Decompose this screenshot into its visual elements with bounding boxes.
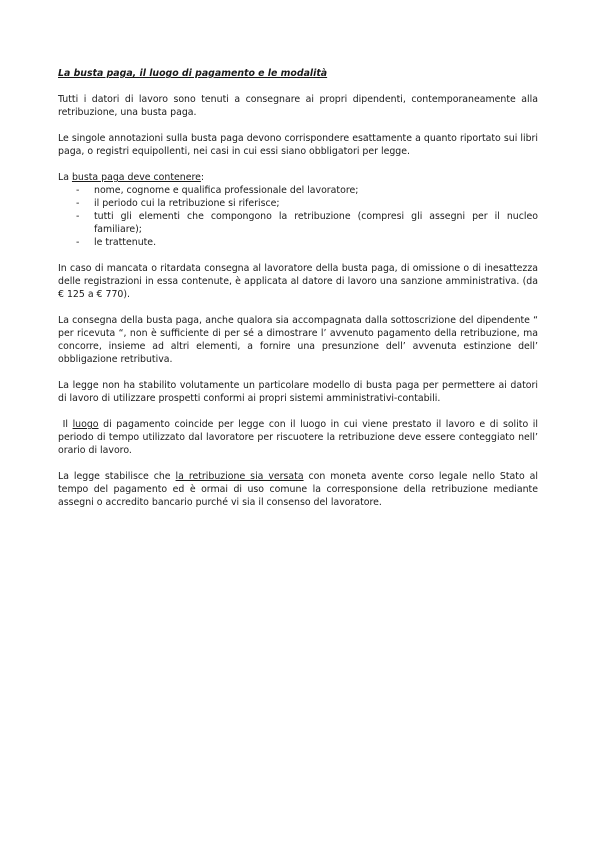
document-title: La busta paga, il luogo di pagamento e le modalità — [58, 68, 328, 79]
place-suffix: di pagamento coincide per legge con il luogo in cui viene prestato il lavoro e di solito il periodo di tempo utilizzato dal lavoratore per riscuotere la retribuzione deve essere conteggiato nell’ orario di lavoro. — [58, 419, 538, 456]
paragraph-payment-method — [58, 470, 538, 509]
place-prefix: Il — [58, 419, 73, 430]
list-item-text: tutti gli elementi che compongono la retribuzione (compresi gli assegni per il nucleo familiare); — [94, 211, 538, 235]
contents-prefix: La — [58, 172, 72, 183]
list-item — [58, 184, 538, 197]
paragraph-model: La legge non ha stabilito volutamente un particolare modello di busta paga per permettere ai datori di lavoro di utilizzare prospetti conformi ai propri sistemi amministrativi-contabili. — [58, 380, 538, 404]
contents-underlined: busta paga deve contenere — [71, 172, 201, 183]
payment-underlined: la retribuzione sia versata — [175, 471, 304, 482]
list-item — [58, 197, 538, 210]
list-dash: - — [76, 237, 80, 248]
list-item-text: il periodo cui la retribuzione si riferisce; — [94, 198, 280, 209]
paragraph-contents-intro — [58, 171, 538, 184]
place-underlined: luogo — [72, 419, 99, 430]
payment-prefix: La legge stabilisce che — [58, 471, 176, 482]
list-dash: - — [76, 211, 80, 222]
list-item-text: le trattenute. — [94, 237, 157, 248]
list-dash: - — [76, 185, 80, 196]
paragraph-sanction: In caso di mancata o ritardata consegna al lavoratore della busta paga, di omissione o di inesattezza delle registrazioni in essa contenute, è applicata al datore di lavoro una sanzione amministrativa. (da € 125 a € 770). — [58, 263, 538, 300]
paragraph-annotations: Le singole annotazioni sulla busta paga devono corrispondere esattamente a quanto riportato sui libri paga, o registri equipollenti, nei casi in cui essi siano obbligatori per legge. — [58, 133, 538, 157]
list-item — [58, 236, 538, 249]
list-item-text: nome, cognome e qualifica professionale del lavoratore; — [94, 185, 359, 196]
paragraph-intro: Tutti i datori di lavoro sono tenuti a consegnare ai propri dipendenti, contemporaneamente alla retribuzione, una busta paga. — [58, 94, 538, 118]
contents-list — [58, 184, 538, 249]
document-page — [58, 67, 538, 522]
list-item — [58, 210, 538, 236]
list-dash: - — [76, 198, 80, 209]
contents-suffix: : — [200, 172, 205, 183]
payment-suffix: con moneta avente corso legale nello Stato al tempo del pagamento ed è ormai di uso comune la corresponsione della retribuzione mediante assegni o accredito bancario purché vi sia il consenso del lavoratore. — [58, 471, 538, 508]
paragraph-delivery: La consegna della busta paga, anche qualora sia accompagnata dalla sottoscrizione del dipendente “ per ricevuta “, non è sufficiente di per sé a dimostrare l’ avvenuto pagamento della retribuzione, ma concorre, insieme ad altri elementi, a fornire una presunzione dell’ avvenuta estinzione dell’ obbligazione retributiva. — [58, 315, 538, 365]
paragraph-place — [58, 418, 538, 457]
